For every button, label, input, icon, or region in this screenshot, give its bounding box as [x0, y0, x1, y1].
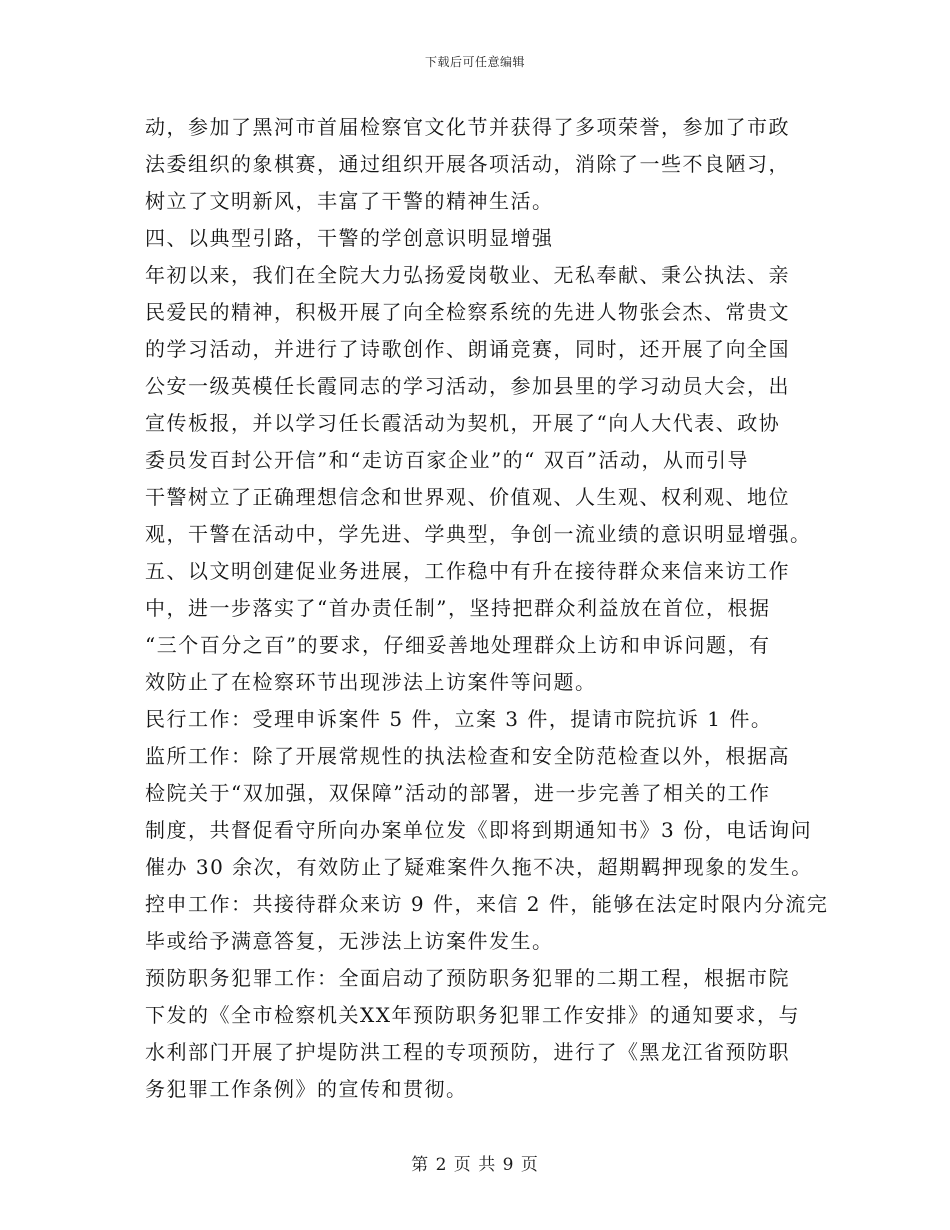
document-body	[145, 109, 829, 1108]
body-line: 效防止了在检察环节出现涉法上访案件等问题。	[145, 670, 597, 694]
section-heading: 四、以典型引路，干警的学创意识明显增强	[145, 226, 554, 250]
body-line: 干警树立了正确理想信念和世界观、价值观、人生观、权利观、地位	[145, 485, 790, 509]
body-line: 催办 30 余次，有效防止了疑难案件久拖不决，超期羁押现象的发生。	[145, 855, 813, 879]
body-line: 务犯罪工作条例》的宣传和贯彻。	[145, 1077, 468, 1101]
body-line: 控申工作：共接待群众来访 9 件，来信 2 件，能够在法定时限内分流完	[145, 892, 829, 916]
body-line: 动，参加了黑河市首届检察官文化节并获得了多项荣誉，参加了市政	[145, 115, 790, 139]
body-line: 民爱民的精神，积极开展了向全检察系统的先进人物张会杰、常贵文	[145, 300, 790, 324]
header-note: 下载后可任意编辑	[424, 55, 525, 69]
body-line: 民行工作：受理申诉案件 5 件，立案 3 件，提请市院抗诉 1 件。	[145, 707, 773, 731]
body-line: 的学习活动，并进行了诗歌创作、朗诵竞赛，同时，还开展了向全国	[145, 337, 790, 361]
body-line: 水利部门开展了护堤防洪工程的专项预防，进行了《黑龙江省预防职	[145, 1040, 790, 1064]
body-line: 观，干警在活动中，学先进、学典型，争创一流业绩的意识明显增强。	[145, 522, 812, 546]
body-line: 法委组织的象棋赛，通过组织开展各项活动，消除了一些不良陋习，	[145, 152, 790, 176]
body-line: 宣传板报，并以学习任长霞活动为契机，开展了“向人大代表、政协	[145, 411, 781, 435]
body-line: 监所工作：除了开展常规性的执法检查和安全防范检查以外，根据高	[145, 744, 790, 768]
body-line: 树立了文明新风，丰富了干警的精神生活。	[145, 189, 554, 213]
body-line: 公安一级英模任长霞同志的学习活动，参加县里的学习动员大会，出	[145, 374, 790, 398]
body-line: “三个百分之百”的要求，仔细妥善地处理群众上访和申诉问题，有	[145, 633, 771, 657]
page-number: 第 2 页 共 9 页	[411, 1155, 539, 1175]
body-line: 检院关于“双加强，双保障”活动的部署，进一步完善了相关的工作	[145, 781, 771, 805]
body-line: 中，进一步落实了“首办责任制”，坚持把群众利益放在首位，根据	[145, 596, 771, 620]
body-line: 年初以来，我们在全院大力弘扬爱岗敬业、无私奉献、秉公执法、亲	[145, 263, 790, 287]
body-line: 毕或给予满意答复，无涉法上访案件发生。	[145, 929, 554, 953]
body-line: 制度，共督促看守所向办案单位发《即将到期通知书》3 份，电话询问	[145, 818, 813, 842]
section-heading: 五、以文明创建促业务进展，工作稳中有升在接待群众来信来访工作	[145, 559, 790, 583]
body-line: 下发的《全市检察机关XX年预防职务犯罪工作安排》的通知要求，与	[145, 1003, 800, 1027]
body-line: 委员发百封公开信”和“走访百家企业”的“ 双百”活动，从而引导	[145, 448, 749, 472]
body-line: 预防职务犯罪工作：全面启动了预防职务犯罪的二期工程，根据市院	[145, 966, 790, 990]
